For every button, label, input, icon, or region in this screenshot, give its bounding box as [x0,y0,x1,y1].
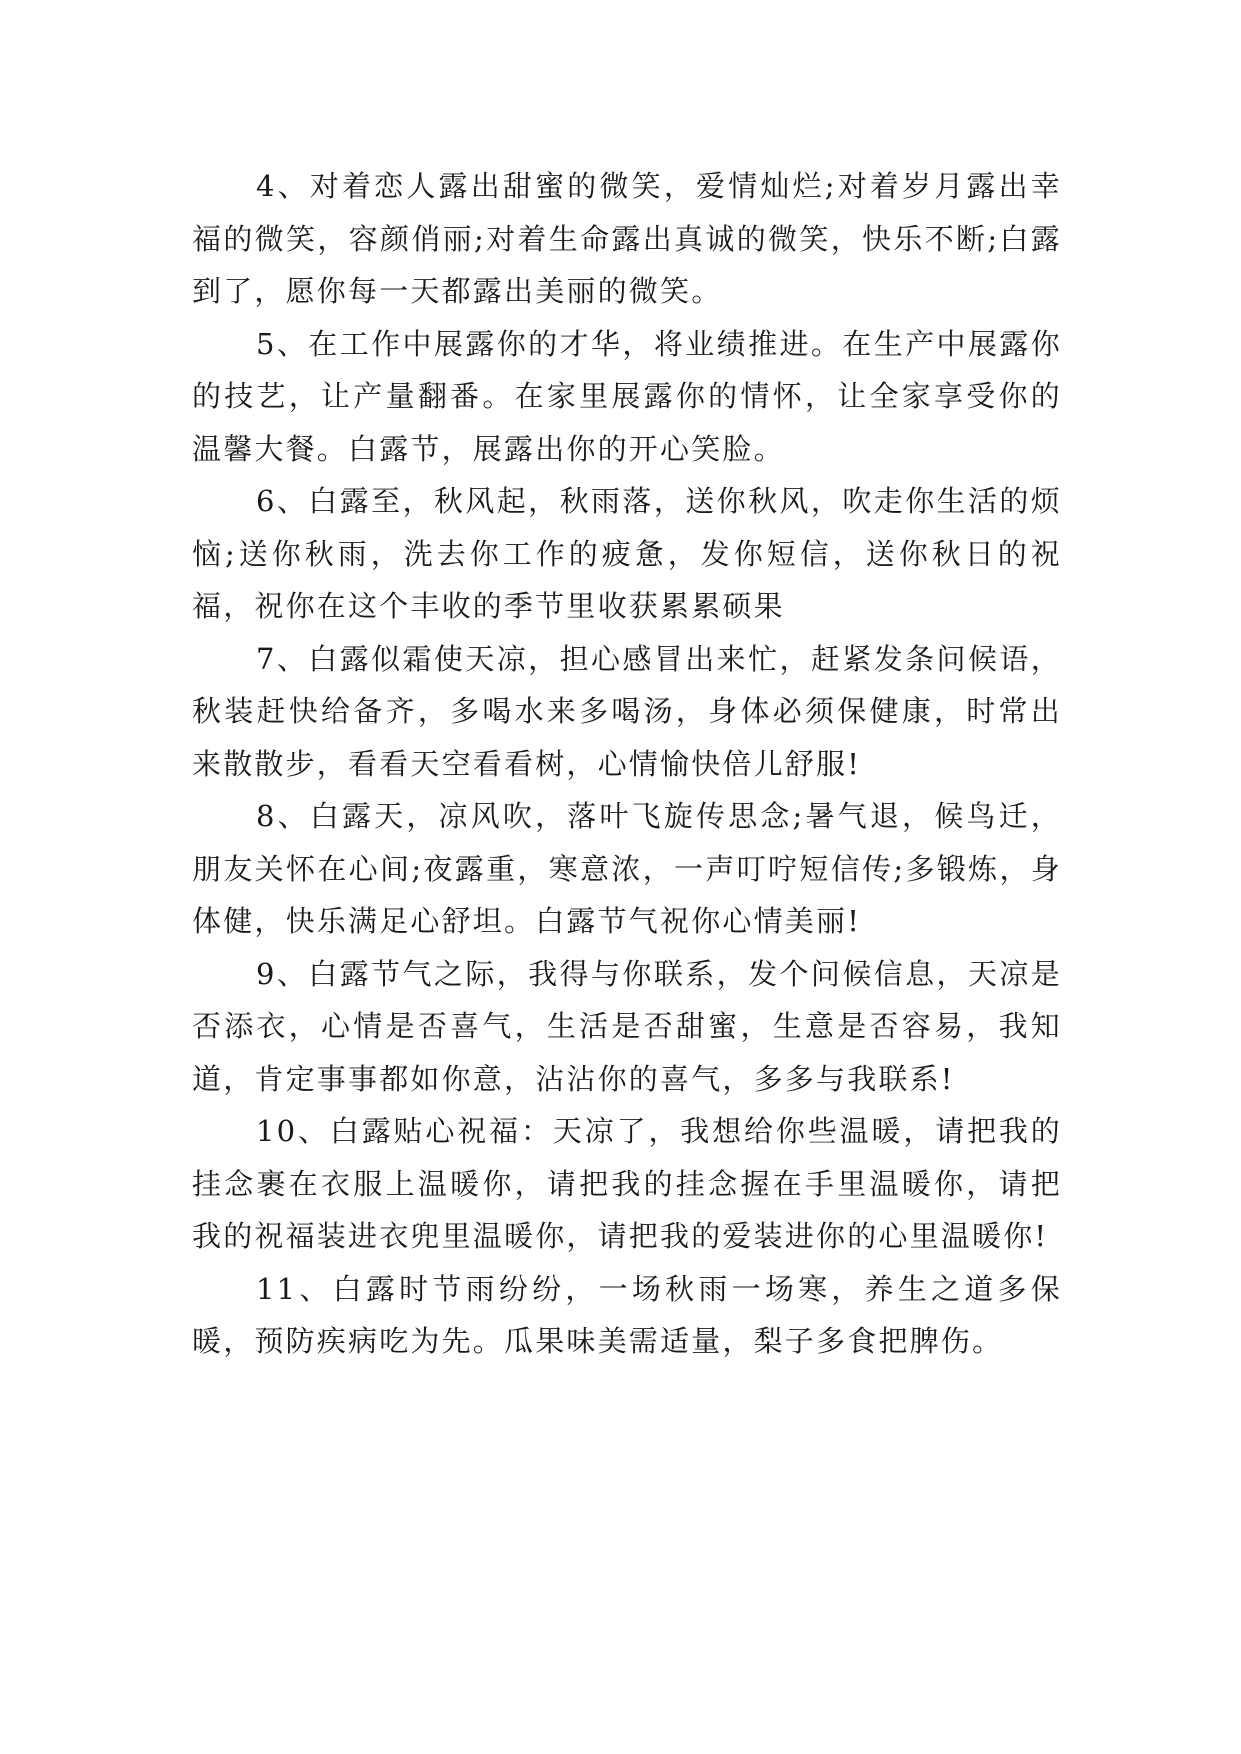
document-body [192,160,1062,1368]
paragraph-9: 9、白露节气之际，我得与你联系，发个问候信息，天凉是否添衣，心情是否喜气，生活是否甜蜜，生意是否容易，我知道，肯定事事都如你意，沾沾你的喜气，多多与我联系! [192,956,1062,1096]
paragraph-7: 7、白露似霜使天凉，担心感冒出来忙，赶紧发条问候语，秋装赶快给备齐，多喝水来多喝汤，身体必须保健康，时常出来散散步，看看天空看看树，心情愉快倍儿舒服! [192,641,1062,781]
paragraph-8: 8、白露天，凉风吹，落叶飞旋传思念;暑气退，候鸟迁，朋友关怀在心间;夜露重，寒意浓，一声叮咛短信传;多锻炼，身体健，快乐满足心舒坦。白露节气祝你心情美丽! [192,799,1062,938]
paragraph-11: 11、白露时节雨纷纷，一场秋雨一场寒，养生之道多保暖，预防疾病吃为先。瓜果味美需适量，梨子多食把脾伤。 [192,1271,1062,1358]
paragraph-4: 4、对着恋人露出甜蜜的微笑，爱情灿烂;对着岁月露出幸福的微笑，容颜俏丽;对着生命露出真诚的微笑，快乐不断;白露到了，愿你每一天都露出美丽的微笑。 [192,169,1062,308]
paragraph-10: 10、白露贴心祝福：天凉了，我想给你些温暖，请把我的挂念裹在衣服上温暖你，请把我的挂念握在手里温暖你，请把我的祝福装进衣兜里温暖你，请把我的爱装进你的心里温暖你! [192,1114,1062,1253]
paragraph-5: 5、在工作中展露你的才华，将业绩推进。在生产中展露你的技艺，让产量翻番。在家里展露你的情怀，让全家享受你的温馨大餐。白露节，展露出你的开心笑脸。 [192,326,1062,466]
paragraph-6: 6、白露至，秋风起，秋雨落，送你秋风，吹走你生活的烦恼;送你秋雨，洗去你工作的疲惫，发你短信，送你秋日的祝福，祝你在这个丰收的季节里收获累累硕果 [192,484,1062,623]
